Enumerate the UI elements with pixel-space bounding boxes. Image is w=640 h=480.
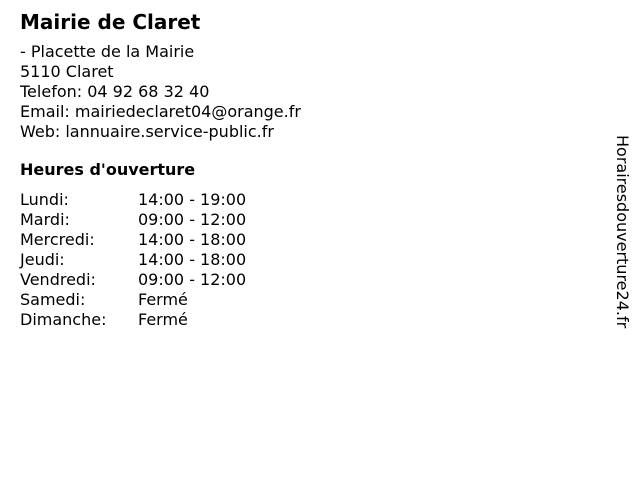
phone-line: Telefon: 04 92 68 32 40 [20,82,210,101]
opening-hours-heading: Heures d'ouverture [20,160,196,179]
hours-row-thursday [20,250,580,270]
time-value: 14:00 - 18:00 [138,230,247,249]
day-label: Mardi: [20,210,70,229]
hours-row-monday [20,190,580,210]
site-brand-watermark: Horairesdouverture24.fr [613,135,632,329]
city-line: 5110 Claret [20,62,114,81]
opening-hours-table [20,190,580,330]
day-label: Lundi: [20,190,69,209]
street-line: - Placette de la Mairie [20,42,195,61]
hours-row-wednesday [20,230,580,250]
day-label: Jeudi: [20,250,65,269]
hours-row-friday [20,270,580,290]
business-title: Mairie de Claret [20,10,201,34]
hours-row-saturday [20,290,580,310]
business-card [20,10,580,330]
day-label: Dimanche: [20,310,107,329]
hours-row-sunday [20,310,580,330]
time-value: Fermé [138,290,188,309]
time-value: 09:00 - 12:00 [138,270,247,289]
day-label: Mercredi: [20,230,95,249]
time-value: 09:00 - 12:00 [138,210,247,229]
email-line: Email: mairiedeclaret04@orange.fr [20,102,301,121]
web-line: Web: lannuaire.service-public.fr [20,122,274,141]
time-value: 14:00 - 18:00 [138,250,247,269]
time-value: Fermé [138,310,188,329]
day-label: Vendredi: [20,270,96,289]
time-value: 14:00 - 19:00 [138,190,247,209]
hours-row-tuesday [20,210,580,230]
day-label: Samedi: [20,290,86,309]
address-block [20,42,580,142]
